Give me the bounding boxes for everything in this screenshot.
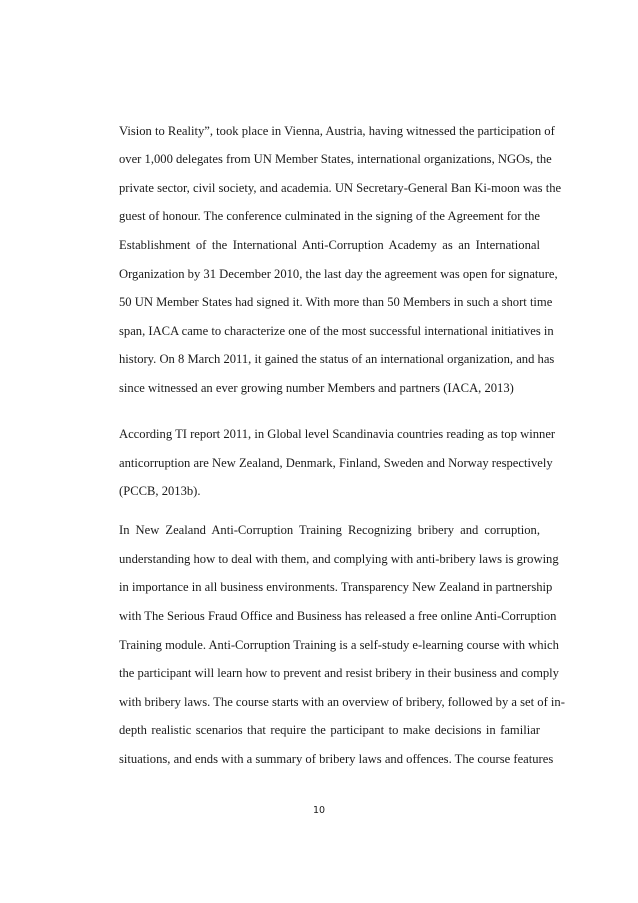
paragraph-1-line-6: Organization by 31 December 2010, the last day the agreement was open for signature, <box>119 267 558 281</box>
paragraph-3-line-5: Training module. Anti-Corruption Training is a self-study e-learning course with which <box>119 638 559 652</box>
paragraph-1-line-4: guest of honour. The conference culminated in the signing of the Agreement for the <box>119 209 540 223</box>
paragraph-2-line-2: anticorruption are New Zealand, Denmark, Finland, Sweden and Norway respectively <box>119 456 553 470</box>
paragraph-1-line-9: history. On 8 March 2011, it gained the status of an international organization, and has <box>119 352 555 366</box>
paragraph-3-line-4: with The Serious Fraud Office and Business has released a free online Anti-Corruption <box>119 609 557 623</box>
paragraph-1-line-3: private sector, civil society, and academia. UN Secretary-General Ban Ki-moon was the <box>119 181 562 195</box>
paragraph-3-line-8: depth realistic scenarios that require the participant to make decisions in familiar <box>119 723 540 737</box>
paragraph-1-line-1: Vision to Reality”, took place in Vienna, Austria, having witnessed the participation of <box>119 124 555 138</box>
paragraph-1-line-7: 50 UN Member States had signed it. With more than 50 Members in such a short time <box>119 295 553 309</box>
paragraph-2-line-3: (PCCB, 2013b). <box>119 484 201 498</box>
paragraph-2-line-1: According TI report 2011, in Global level Scandinavia countries reading as top winner <box>119 427 556 441</box>
paragraph-3-line-2: understanding how to deal with them, and complying with anti-bribery laws is growing <box>119 552 559 566</box>
paragraph-3-line-9: situations, and ends with a summary of bribery laws and offences. The course features <box>119 752 554 766</box>
paragraph-3-line-6: the participant will learn how to prevent and resist bribery in their business and comply <box>119 666 559 680</box>
paragraph-1-line-8: span, IACA came to characterize one of the most successful international initiatives in <box>119 324 554 338</box>
page-number: 10 <box>312 805 326 816</box>
paragraph-3-line-3: in importance in all business environments. Transparency New Zealand in partnership <box>119 580 553 594</box>
paragraph-3-line-7: with bribery laws. The course starts with an overview of bribery, followed by a set of in- <box>119 695 565 709</box>
paragraph-1-line-5: Establishment of the International Anti-Corruption Academy as an International <box>119 238 540 252</box>
paragraph-1-line-2: over 1,000 delegates from UN Member States, international organizations, NGOs, the <box>119 152 552 166</box>
paragraph-1-line-10: since witnessed an ever growing number Members and partners (IACA, 2013) <box>119 381 514 395</box>
paragraph-3-line-1: In New Zealand Anti-Corruption Training Recognizing bribery and corruption, <box>119 523 540 537</box>
